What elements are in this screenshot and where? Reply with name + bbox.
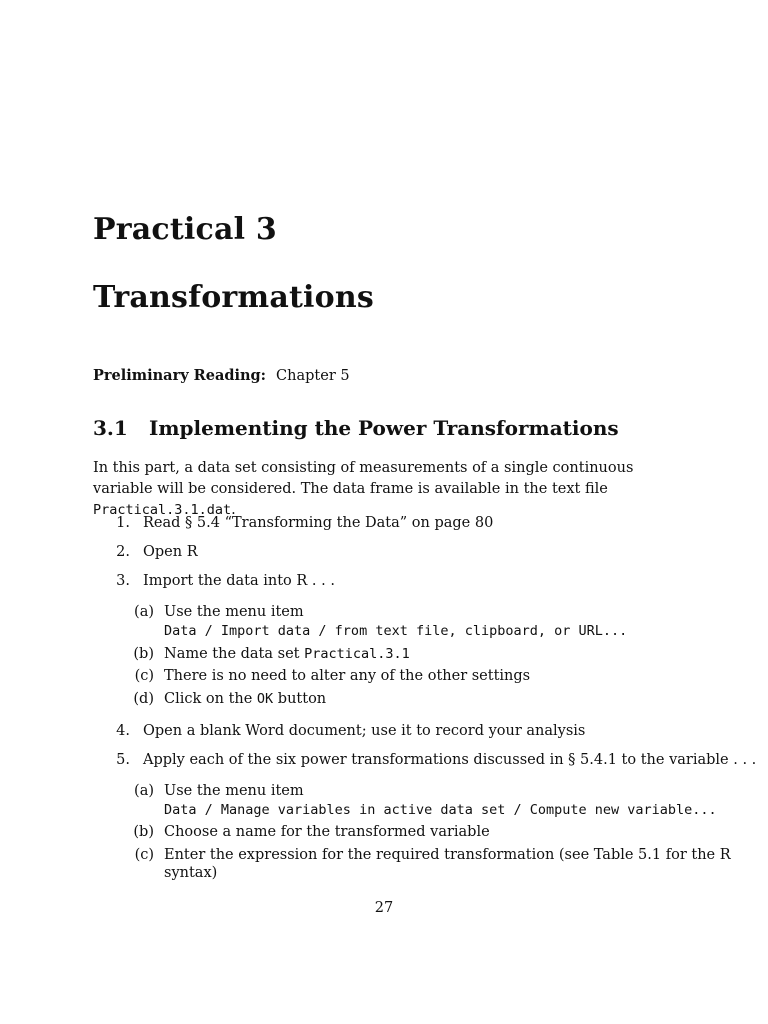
intro-text: In this part, a data set consisting of measurements of a single continuous variable will be considered. The data frame is available in the text file [93,460,634,497]
ok-button-code: OK [256,691,274,707]
list-item-number: 3. [116,573,130,589]
list-item-text: Apply each of the six power transformations discussed in § 5.4.1 to the variable . . . [143,752,757,768]
list-item-text: Import the data into R . . . [143,573,335,589]
section-number: 3.1 [93,416,128,440]
sub-item-plain: button [273,691,327,707]
sub-item-label: (b) [133,646,154,662]
menu-path-code: Data / Import data / from text file, clipboard, or URL... [164,623,628,639]
sub-item-label: (c) [134,847,154,863]
sub-item-label: (c) [134,668,154,684]
list-item-number: 5. [116,752,130,768]
sub-item-plain: Name the data set [164,646,305,662]
sub-item-label: (a) [134,604,154,620]
intro-end: . [231,502,236,518]
sub-item-label: (b) [133,824,154,840]
dataset-name-code: Practical.3.1 [304,646,410,662]
section-title: Implementing the Power Transformations [149,416,619,440]
preliminary-reading [93,367,350,384]
chapter-title: Transformations [93,280,374,315]
page-number: 27 [374,900,394,916]
sub-item-text: Use the menu item [164,783,304,799]
sub-item-text: Choose a name for the transformed variable [164,824,490,840]
preliminary-value: Chapter 5 [276,368,350,384]
list-item-number: 1. [116,515,130,531]
preliminary-label: Preliminary Reading: [93,367,267,384]
list-item-text: Read § 5.4 “Transforming the Data” on page 80 [143,515,494,531]
sub-item-label: (a) [134,783,154,799]
sub-item-text: Enter the expression for the required transformation (see Table 5.1 for the R [164,847,731,863]
sub-item-text: Use the menu item [164,604,304,620]
section-heading [93,416,619,440]
sub-item-text [164,645,410,664]
intro-paragraph [93,458,693,521]
chapter-label: Practical 3 [93,212,277,247]
sub-item-plain: Click on the [164,691,257,707]
intro-filename: Practical.3.1.dat [93,502,232,518]
sub-item-text: There is no need to alter any of the other settings [164,668,531,684]
list-item-text: Open R [143,544,198,560]
sub-item-text [164,690,326,709]
sub-item-label: (d) [133,691,154,707]
list-item-number: 2. [116,544,130,560]
menu-path-code: Data / Manage variables in active data set / Compute new variable... [164,802,717,818]
list-item-text: Open a blank Word document; use it to record your analysis [143,723,586,739]
sub-item-text: syntax) [164,865,218,881]
list-item-number: 4. [116,723,130,739]
